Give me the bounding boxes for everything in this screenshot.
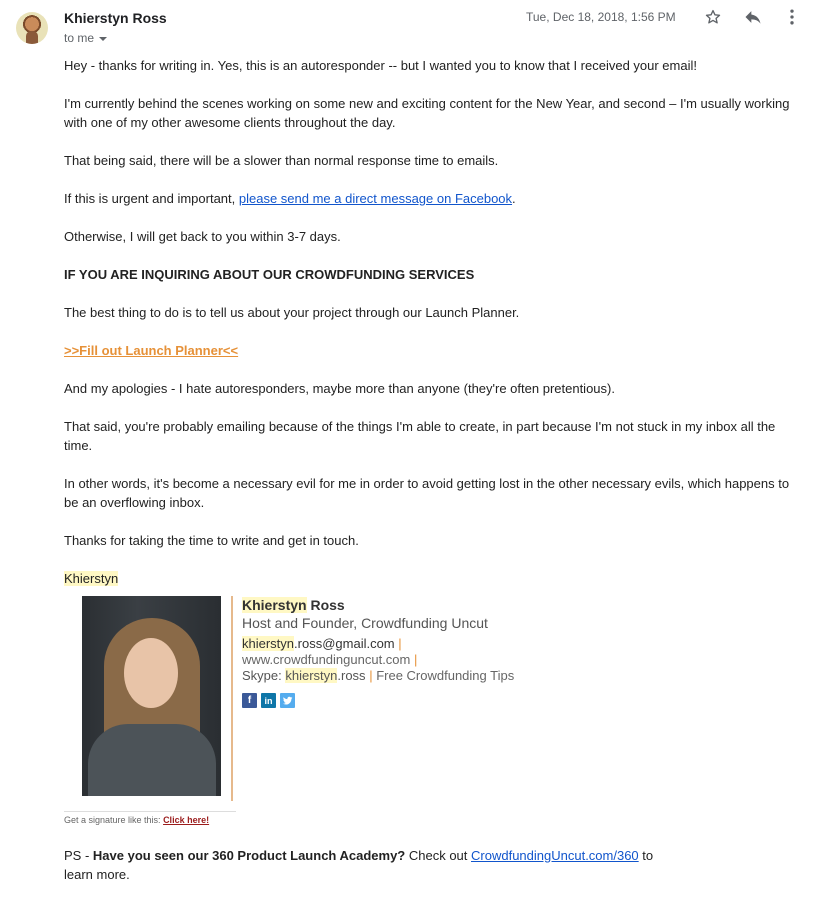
signature-photo <box>82 596 221 796</box>
recipient-label: to me <box>64 31 95 45</box>
skype-label: Skype: <box>242 668 286 683</box>
academy-link[interactable]: CrowdfundingUncut.com/360 <box>471 848 639 863</box>
get-signature-link[interactable]: Click here! <box>163 815 210 825</box>
sign-off-name: Khierstyn <box>64 571 119 586</box>
body-paragraph: That said, you're probably emailing because of the things I'm able to create, in part because I'm not stuck in my inbox all the time. <box>64 419 776 453</box>
get-signature-line <box>64 815 209 825</box>
signature-title: Host and Founder, Crowdfunding Uncut <box>242 615 488 631</box>
signature-footer-rule <box>64 811 236 812</box>
body-paragraph: And my apologies - I hate autoresponders, maybe more than anyone (they're often pretentious). <box>64 381 615 396</box>
skype-rest: .ross <box>337 668 366 683</box>
text-span: If this is urgent and important, <box>64 191 239 206</box>
body-paragraph: That being said, there will be a slower than normal response time to emails. <box>64 153 499 168</box>
facebook-message-link[interactable]: please send me a direct message on Facebook <box>238 191 513 206</box>
text-span: . <box>512 191 516 206</box>
signature-website-link[interactable]: www.crowdfundinguncut.com <box>242 652 411 667</box>
body-paragraph: The best thing to do is to tell us about your project through our Launch Planner. <box>64 305 520 320</box>
signature-email-line <box>242 636 514 652</box>
email-user: khierstyn <box>242 636 295 651</box>
signature-last-name: Ross <box>306 597 345 613</box>
sign-off-paragraph <box>64 569 804 588</box>
star-icon <box>704 8 722 26</box>
facebook-icon[interactable]: f <box>242 693 257 708</box>
reply-button[interactable] <box>742 6 764 28</box>
separator: | <box>398 636 402 651</box>
details-dropdown-icon[interactable] <box>99 37 107 41</box>
launch-planner-link[interactable]: >>Fill out Launch Planner<< <box>64 343 239 358</box>
signature-website-line <box>242 652 514 668</box>
signature-divider <box>231 596 233 801</box>
section-heading: IF YOU ARE INQUIRING ABOUT OUR CROWDFUNDING SERVICES <box>64 267 475 282</box>
body-paragraph: Hey - thanks for writing in. Yes, this is an autoresponder -- but I wanted you to know that I received your email! <box>64 58 697 73</box>
ps-suffix: to learn more. <box>64 848 654 882</box>
ps-bold-text: Have you seen our 360 Product Launch Academy? <box>92 848 406 863</box>
planner-paragraph <box>64 341 804 360</box>
skype-user: khierstyn <box>285 668 338 683</box>
separator: | <box>413 652 418 667</box>
email-rest: .ross@gmail.com <box>294 636 395 651</box>
signature-skype-line <box>242 668 514 684</box>
sender-name[interactable]: Khierstyn Ross <box>64 10 167 26</box>
star-button[interactable] <box>702 6 724 28</box>
email-body <box>64 56 804 607</box>
separator: | <box>369 668 373 683</box>
body-paragraph: Otherwise, I will get back to you within 3-7 days. <box>64 229 341 244</box>
more-options-button[interactable] <box>781 6 803 28</box>
recipient-details[interactable] <box>64 31 107 45</box>
email-date: Tue, Dec 18, 2018, 1:56 PM <box>526 10 676 24</box>
get-signature-text: Get a signature like this: <box>64 815 164 825</box>
signature-email-link[interactable] <box>242 636 395 651</box>
body-paragraph: I'm currently behind the scenes working on some new and exciting content for the New Year, and second – I'm usually working with one of my other awesome clients throughout the day. <box>64 96 790 130</box>
body-paragraph: Thanks for taking the time to write and get in touch. <box>64 533 359 548</box>
social-links <box>242 693 514 708</box>
ps-middle: Check out <box>405 848 472 863</box>
ps-paragraph <box>64 846 664 884</box>
signature-details <box>242 596 514 708</box>
twitter-icon[interactable] <box>280 693 295 708</box>
ps-prefix: PS - <box>64 848 93 863</box>
more-vert-icon <box>782 7 802 27</box>
linkedin-icon[interactable]: in <box>261 693 276 708</box>
body-paragraph <box>64 189 804 208</box>
signature-first-name: Khierstyn <box>242 597 307 613</box>
free-tips-link[interactable]: Free Crowdfunding Tips <box>376 668 515 683</box>
signature-name <box>242 596 514 614</box>
email-header <box>0 0 814 50</box>
reply-icon <box>743 7 763 27</box>
body-paragraph: In other words, it's become a necessary evil for me in order to avoid getting lost in the other necessary evils, which happens to be an overflowing inbox. <box>64 476 790 510</box>
sender-avatar[interactable] <box>16 12 48 44</box>
